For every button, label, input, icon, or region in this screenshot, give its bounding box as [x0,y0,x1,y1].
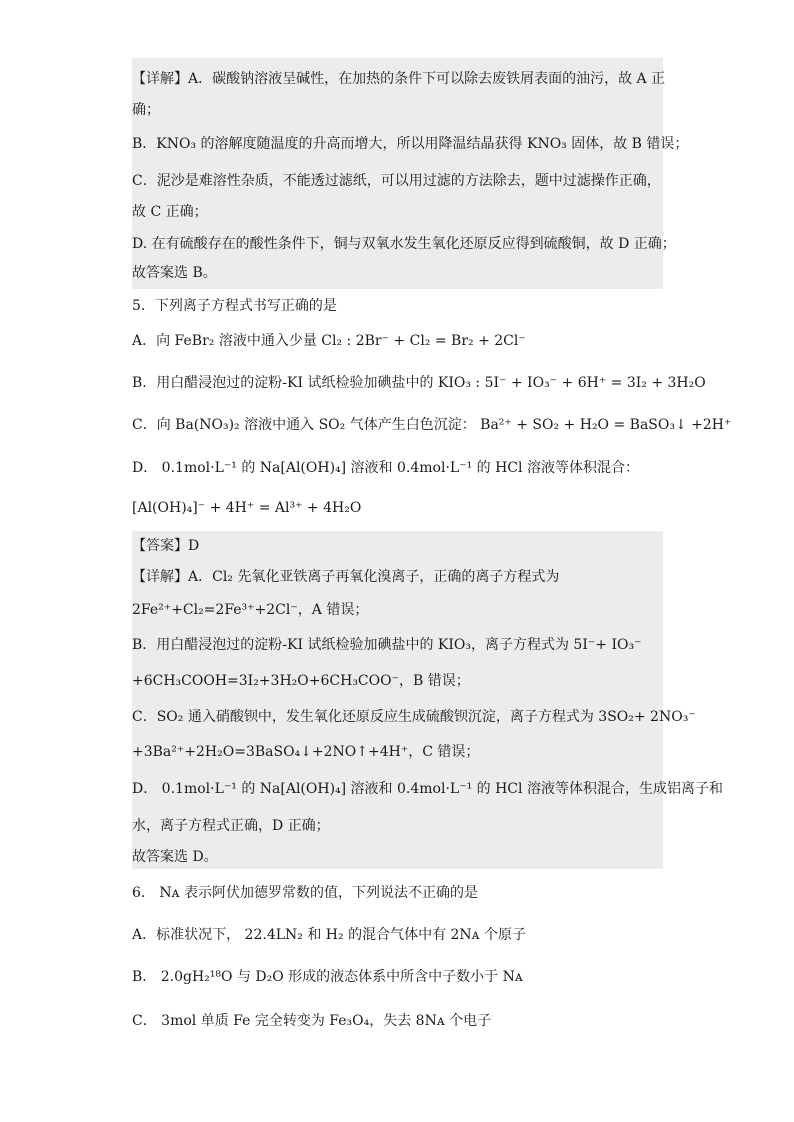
question-6-stem: 6． Nᴀ 表示阿伏加德罗常数的值，下列说法不正确的是 [132,885,478,901]
question-5-stem: 5．下列离子方程式书写正确的是 [132,298,337,314]
explanation-q4-line5: 故 C 正确； [132,204,208,220]
explanation-q4-line7: 故答案选 B。 [132,265,217,281]
answer-q5: 【答案】D [132,538,200,554]
explanation-q5-line1: 【详解】A．Cl₂ 先氧化亚铁离子再氧化溴离子，正确的离子方程式为 [132,569,560,585]
explanation-q5-line9: 故答案选 D。 [132,849,218,865]
explanation-q4-line3: B．KNO₃ 的溶解度随温度的升高而增大，所以用降温结晶获得 KNO₃ 固体，故 B 错误； [132,136,689,152]
question-5-option-d-line2: [Al(OH)₄]⁻ + 4H⁺ = Al³⁺ + 4H₂O [132,500,362,516]
question-5-option-c: C．向 Ba(NO₃)₂ 溶液中通入 SO₂ 气体产生白色沉淀： Ba²⁺ + SO₂ + H₂O = BaSO₃↓ +2H⁺ [132,417,732,433]
explanation-q5-line7: D． 0.1mol·L⁻¹ 的 Na[Al(OH)₄] 溶液和 0.4mol·L⁻¹ 的 HCl 溶液等体积混合，生成铝离子和 [132,781,723,797]
question-5-option-d-line1: D． 0.1mol·L⁻¹ 的 Na[Al(OH)₄] 溶液和 0.4mol·L⁻¹ 的 HCl 溶液等体积混合： [132,460,639,476]
explanation-q5-line4: +6CH₃COOH=3I₂+3H₂O+6CH₃COO⁻，B 错误； [132,673,470,689]
explanation-q5-line8: 水，离子方程式正确，D 正确； [132,818,330,834]
explanation-q4-line4: C．泥沙是难溶性杂质，不能透过滤纸，可以用过滤的方法除去，题中过滤操作正确， [132,173,661,189]
explanation-q5-line2: 2Fe²⁺+Cl₂=2Fe³⁺+2Cl⁻，A 错误； [132,602,369,618]
explanation-q5-line3: B．用白醋浸泡过的淀粉-KI 试纸检验加碘盐中的 KIO₃，离子方程式为 5I⁻+ IO₃⁻ [132,637,642,653]
explanation-q5-line6: +3Ba²⁺+2H₂O=3BaSO₄↓+2NO↑+4H⁺，C 错误； [132,744,480,760]
explanation-q4-line1: 【详解】A．碳酸钠溶液呈碱性，在加热的条件下可以除去废铁屑表面的油污，故 A 正 [132,71,666,87]
question-5-option-a: A．向 FeBr₂ 溶液中通入少量 Cl₂ : 2Br⁻ + Cl₂ = Br₂ + 2Cl⁻ [132,333,526,349]
question-6-option-b: B． 2.0gH₂¹⁸O 与 D₂O 形成的液态体系中所含中子数小于 Nᴀ [132,969,523,985]
explanation-q4-line6: D. 在有硫酸存在的酸性条件下，铜与双氧水发生氧化还原反应得到硫酸铜，故 D 正确； [132,236,676,252]
question-5-option-b: B．用白醋浸泡过的淀粉-KI 试纸检验加碘盐中的 KIO₃ : 5I⁻ + IO₃⁻ + 6H⁺ = 3I₂ + 3H₂O [132,375,706,391]
explanation-q4-line2: 确； [132,102,160,118]
question-6-option-a: A．标准状况下， 22.4LN₂ 和 H₂ 的混合气体中有 2Nᴀ 个原子 [132,927,527,943]
question-6-option-c: C． 3mol 单质 Fe 完全转变为 Fe₃O₄，失去 8Nᴀ 个电子 [132,1013,492,1029]
explanation-q5-line5: C．SO₂ 通入硝酸钡中，发生氧化还原反应生成硫酸钡沉淀，离子方程式为 3SO₂+ 2NO₃⁻ [132,709,696,725]
